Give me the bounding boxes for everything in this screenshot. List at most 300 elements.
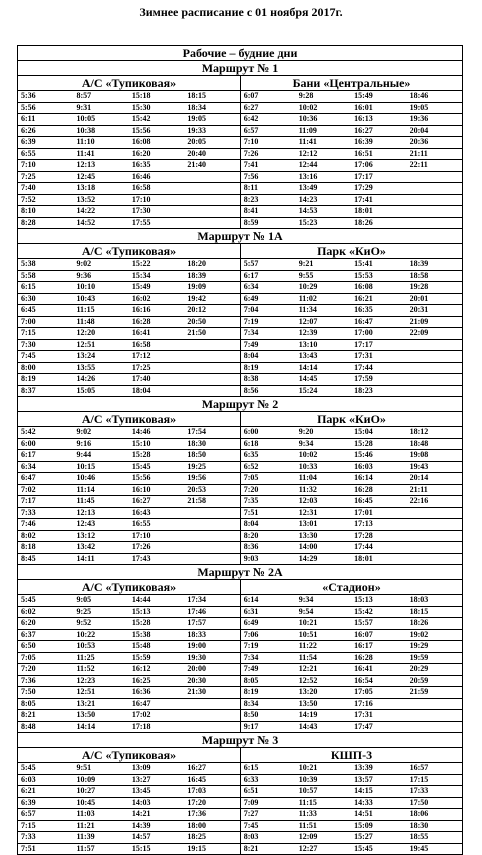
departure-right-cell: 12:03 [296,496,351,507]
departure-right-cell: 6:07 [240,91,296,102]
departure-right-cell: 14:23 [296,195,351,206]
time-row [17,462,463,474]
departure-right-cell [407,351,462,362]
departure-left-cell: 17:43 [129,554,184,565]
departure-left-cell: 6:11 [18,114,73,125]
departure-right-cell: 9:17 [240,722,296,733]
departure-left-cell: 21:50 [184,328,239,339]
departure-left-cell: 15:10 [129,439,184,450]
left-stop-name: А/С «Тупиковая» [18,76,240,90]
departure-left-cell: 12:20 [73,328,128,339]
departure-left-cell: 9:05 [73,595,128,606]
departure-right-cell: 13:57 [351,775,406,786]
departure-right-cell: 15:53 [351,271,406,282]
departure-right-cell: 16:28 [351,485,406,496]
departure-right-cell: 19:45 [407,844,462,855]
time-row [17,351,463,363]
departure-right-cell: 20:36 [407,137,462,148]
departure-left-cell: 20:12 [184,305,239,316]
departure-right-cell: 17:06 [351,160,406,171]
time-row [17,374,463,386]
departure-left-cell: 10:27 [73,786,128,797]
route-name: Маршрут № 1А [18,229,462,243]
departure-right-cell: 18:48 [407,439,462,450]
departure-right-cell: 18:12 [407,427,462,438]
departure-right-cell: 14:15 [351,786,406,797]
departure-left-cell: 17:54 [184,427,239,438]
departure-right-cell: 6:35 [240,450,296,461]
departure-left-cell: 17:55 [129,218,184,229]
departure-right-cell: 7:51 [240,508,296,519]
departure-right-cell: 12:52 [296,676,351,687]
departure-right-cell: 15:04 [351,427,406,438]
stops-row [17,748,463,763]
departure-left-cell: 16:36 [129,687,184,698]
departure-right-cell: 12:09 [296,832,351,843]
departure-left-cell: 18:30 [184,439,239,450]
departure-left-cell: 18:33 [184,630,239,641]
route-header-row [17,565,463,580]
departure-left-cell: 18:15 [184,91,239,102]
right-stop-name: КШП-3 [240,748,462,762]
departure-right-cell: 9:34 [296,439,351,450]
departure-left-cell: 5:45 [18,763,73,774]
departure-right-cell: 17:17 [351,340,406,351]
departure-left-cell: 15:56 [129,473,184,484]
departure-right-cell: 16:28 [351,653,406,664]
departure-left-cell: 10:46 [73,473,128,484]
departure-left-cell: 6:57 [18,809,73,820]
departure-right-cell: 8:41 [240,206,296,217]
departure-right-cell: 19:36 [407,114,462,125]
departure-left-cell: 11:21 [73,821,128,832]
departure-left-cell: 11:39 [73,832,128,843]
departure-left-cell: 17:40 [129,374,184,385]
departure-right-cell: 14:00 [296,542,351,553]
departure-left-cell: 16:20 [129,149,184,160]
departure-left-cell: 13:27 [129,775,184,786]
departure-left-cell: 19:56 [184,473,239,484]
departure-right-cell: 8:50 [240,710,296,721]
departure-left-cell: 5:42 [18,427,73,438]
departure-left-cell: 15:30 [129,103,184,114]
departure-left-cell: 7:40 [18,183,73,194]
departure-right-cell: 7:27 [240,809,296,820]
departure-left-cell: 8:02 [18,531,73,542]
departure-right-cell: 15:41 [351,259,406,270]
departure-right-cell: 22:16 [407,496,462,507]
departure-left-cell: 9:52 [73,618,128,629]
time-row [17,554,463,566]
departure-left-cell: 6:15 [18,282,73,293]
departure-right-cell: 16:51 [351,149,406,160]
departure-right-cell: 7:45 [240,821,296,832]
time-row [17,439,463,451]
departure-left-cell: 14:39 [129,821,184,832]
departure-right-cell: 17:28 [351,531,406,542]
departure-right-cell: 9:03 [240,554,296,565]
departure-left-cell: 8:19 [18,374,73,385]
departure-left-cell: 14:21 [129,809,184,820]
departure-right-cell [407,699,462,710]
departure-left-cell: 10:53 [73,641,128,652]
departure-left-cell: 15:42 [129,114,184,125]
departure-right-cell: 11:41 [296,137,351,148]
departure-right-cell: 7:56 [240,172,296,183]
departure-left-cell: 16:27 [184,763,239,774]
departure-right-cell [407,710,462,721]
departure-right-cell: 8:56 [240,386,296,397]
time-row [17,317,463,329]
departure-left-cell: 15:05 [73,386,128,397]
stops-row [17,76,463,91]
departure-left-cell: 15:38 [129,630,184,641]
departure-right-cell [407,554,462,565]
departure-left-cell: 7:30 [18,340,73,351]
departure-left-cell: 15:45 [129,462,184,473]
departure-left-cell: 7:33 [18,832,73,843]
time-row [17,676,463,688]
departure-right-cell: 10:33 [296,462,351,473]
departure-left-cell: 10:45 [73,798,128,809]
departure-right-cell: 17:29 [351,183,406,194]
departure-right-cell: 12:31 [296,508,351,519]
departure-right-cell: 8:03 [240,832,296,843]
departure-left-cell: 18:39 [184,271,239,282]
departure-right-cell [407,206,462,217]
departure-left-cell: 19:00 [184,641,239,652]
departure-left-cell [184,710,239,721]
departure-left-cell: 18:04 [129,386,184,397]
departure-left-cell: 8:37 [18,386,73,397]
departure-left-cell [184,519,239,530]
departure-left-cell: 11:41 [73,149,128,160]
departure-right-cell: 8:38 [240,374,296,385]
departure-right-cell: 14:53 [296,206,351,217]
left-stop-name: А/С «Тупиковая» [18,244,240,258]
departure-right-cell: 16:08 [351,282,406,293]
departure-right-cell: 14:51 [351,809,406,820]
departure-right-cell: 21:59 [407,687,462,698]
departure-right-cell [407,508,462,519]
departure-left-cell: 10:43 [73,294,128,305]
departure-left-cell: 10:05 [73,114,128,125]
departure-left-cell: 16:02 [129,294,184,305]
departure-left-cell: 13:52 [73,195,128,206]
departure-right-cell: 18:03 [407,595,462,606]
time-row [17,710,463,722]
departure-right-cell: 18:46 [407,91,462,102]
departure-left-cell: 7:00 [18,317,73,328]
departure-left-cell: 5:45 [18,595,73,606]
time-row [17,763,463,775]
departure-right-cell: 16:45 [351,496,406,507]
departure-right-cell: 20:59 [407,676,462,687]
right-stop-name: Парк «КиО» [240,412,462,426]
departure-left-cell: 7:52 [18,195,73,206]
departure-right-cell: 7:06 [240,630,296,641]
departure-right-cell: 15:23 [296,218,351,229]
time-row [17,305,463,317]
departure-right-cell [407,195,462,206]
departure-left-cell: 18:34 [184,103,239,114]
departure-right-cell [407,183,462,194]
departure-left-cell: 14:57 [129,832,184,843]
route-block [17,229,463,397]
time-row [17,450,463,462]
time-row [17,519,463,531]
left-stop-name: А/С «Тупиковая» [18,748,240,762]
departure-left-cell: 12:51 [73,340,128,351]
departure-right-cell: 10:21 [296,618,351,629]
departure-right-cell [407,722,462,733]
departure-left-cell: 16:35 [129,160,184,171]
routes-container [17,61,463,855]
departure-left-cell: 8:18 [18,542,73,553]
departure-right-cell: 11:32 [296,485,351,496]
departure-right-cell: 16:47 [351,317,406,328]
departure-left-cell: 17:10 [129,531,184,542]
time-row [17,786,463,798]
departure-left-cell: 7:50 [18,687,73,698]
departure-right-cell: 18:06 [407,809,462,820]
departure-right-cell: 19:43 [407,462,462,473]
departure-right-cell [407,340,462,351]
departure-right-cell [407,374,462,385]
departure-left-cell: 15:48 [129,641,184,652]
departure-left-cell: 20:40 [184,149,239,160]
departure-left-cell: 10:10 [73,282,128,293]
departure-left-cell: 6:17 [18,450,73,461]
departure-left-cell: 11:48 [73,317,128,328]
departure-right-cell: 18:26 [407,618,462,629]
departure-right-cell: 8:04 [240,351,296,362]
departure-left-cell [184,206,239,217]
departure-left-cell: 9:02 [73,259,128,270]
departure-left-cell: 5:38 [18,259,73,270]
departure-left-cell: 6:34 [18,462,73,473]
departure-left-cell: 15:34 [129,271,184,282]
departure-left-cell [184,363,239,374]
departure-left-cell: 10:09 [73,775,128,786]
departure-right-cell: 6:49 [240,618,296,629]
departure-right-cell: 6:51 [240,786,296,797]
time-row [17,798,463,810]
departure-left-cell: 21:40 [184,160,239,171]
departure-left-cell [184,374,239,385]
departure-right-cell: 16:27 [351,126,406,137]
departure-right-cell: 16:07 [351,630,406,641]
departure-left-cell: 9:31 [73,103,128,114]
departure-left-cell: 15:59 [129,653,184,664]
left-stop-name: А/С «Тупиковая» [18,580,240,594]
departure-right-cell [407,172,462,183]
departure-left-cell: 10:38 [73,126,128,137]
departure-left-cell: 14:44 [129,595,184,606]
departure-left-cell: 16:55 [129,519,184,530]
departure-right-cell: 7:20 [240,485,296,496]
time-row [17,328,463,340]
departure-left-cell: 7:05 [18,653,73,664]
departure-left-cell: 16:25 [129,676,184,687]
departure-left-cell: 13:18 [73,183,128,194]
departure-left-cell: 17:12 [129,351,184,362]
departure-right-cell: 17:17 [351,172,406,183]
departure-right-cell: 17:13 [351,519,406,530]
departure-left-cell: 15:13 [129,607,184,618]
left-stop-name: А/С «Тупиковая» [18,412,240,426]
departure-left-cell: 16:46 [129,172,184,183]
departure-right-cell: 6:52 [240,462,296,473]
departure-left-cell: 6:55 [18,149,73,160]
departure-right-cell: 6:14 [240,595,296,606]
departure-right-cell: 10:29 [296,282,351,293]
departure-right-cell: 7:19 [240,641,296,652]
departure-right-cell: 16:41 [351,664,406,675]
departure-left-cell: 21:58 [184,496,239,507]
departure-left-cell: 8:10 [18,206,73,217]
departure-left-cell: 11:45 [73,496,128,507]
departure-left-cell: 11:10 [73,137,128,148]
departure-right-cell: 16:35 [351,305,406,316]
time-row [17,722,463,734]
time-row [17,485,463,497]
time-row [17,271,463,283]
departure-right-cell: 17:59 [351,374,406,385]
time-row [17,195,463,207]
departure-left-cell: 6:39 [18,798,73,809]
departure-left-cell: 19:33 [184,126,239,137]
departure-right-cell: 10:02 [296,103,351,114]
departure-left-cell [184,195,239,206]
departure-right-cell: 7:34 [240,328,296,339]
departure-left-cell: 6:20 [18,618,73,629]
departure-left-cell [184,172,239,183]
departure-left-cell: 18:25 [184,832,239,843]
departure-left-cell: 8:45 [18,554,73,565]
departure-left-cell: 20:30 [184,676,239,687]
departure-left-cell: 16:41 [129,328,184,339]
departure-left-cell [184,340,239,351]
departure-right-cell: 19:29 [407,641,462,652]
departure-left-cell: 8:00 [18,363,73,374]
time-row [17,653,463,665]
departure-left-cell: 11:03 [73,809,128,820]
departure-left-cell [184,554,239,565]
departure-right-cell: 17:31 [351,351,406,362]
departure-right-cell: 12:21 [296,664,351,675]
route-header-row [17,733,463,748]
departure-left-cell: 10:15 [73,462,128,473]
departure-left-cell: 16:27 [129,496,184,507]
departure-left-cell: 17:57 [184,618,239,629]
departure-right-cell: 6:33 [240,775,296,786]
departure-left-cell: 7:02 [18,485,73,496]
departure-right-cell: 17:05 [351,687,406,698]
departure-left-cell: 19:05 [184,114,239,125]
departure-left-cell: 19:09 [184,282,239,293]
departure-right-cell: 11:09 [296,126,351,137]
departure-right-cell: 13:20 [296,687,351,698]
departure-right-cell: 20:04 [407,126,462,137]
departure-left-cell: 8:28 [18,218,73,229]
departure-left-cell: 13:50 [73,710,128,721]
departure-right-cell: 22:11 [407,160,462,171]
departure-right-cell: 7:19 [240,317,296,328]
departure-right-cell: 5:57 [240,259,296,270]
departure-right-cell: 8:59 [240,218,296,229]
departure-left-cell: 13:09 [129,763,184,774]
departure-right-cell: 11:54 [296,653,351,664]
time-row [17,496,463,508]
departure-right-cell: 7:10 [240,137,296,148]
departure-right-cell: 6:00 [240,427,296,438]
departure-right-cell: 8:19 [240,687,296,698]
departure-right-cell: 20:29 [407,664,462,675]
departure-left-cell: 7:36 [18,676,73,687]
time-row [17,641,463,653]
departure-right-cell: 15:46 [351,450,406,461]
departure-left-cell: 11:52 [73,664,128,675]
departure-left-cell: 16:28 [129,317,184,328]
departure-left-cell: 15:22 [129,259,184,270]
departure-right-cell: 22:09 [407,328,462,339]
departure-right-cell: 7:04 [240,305,296,316]
departure-right-cell: 13:49 [296,183,351,194]
route-block [17,565,463,733]
route-name: Маршрут № 2 [18,397,462,411]
departure-left-cell [184,218,239,229]
departure-left-cell: 6:02 [18,607,73,618]
departure-left-cell: 12:13 [73,508,128,519]
departure-left-cell: 19:30 [184,653,239,664]
time-row [17,618,463,630]
departure-right-cell: 16:17 [351,641,406,652]
departure-left-cell: 6:50 [18,641,73,652]
departure-right-cell: 14:29 [296,554,351,565]
departure-right-cell: 16:39 [351,137,406,148]
departure-left-cell: 6:21 [18,786,73,797]
departure-right-cell: 17:44 [351,542,406,553]
departure-right-cell: 8:04 [240,519,296,530]
departure-left-cell: 17:36 [184,809,239,820]
schedule-table [17,45,463,855]
departure-left-cell: 5:56 [18,103,73,114]
route-block [17,61,463,229]
departure-right-cell: 14:45 [296,374,351,385]
departure-right-cell: 6:42 [240,114,296,125]
departure-left-cell: 17:26 [129,542,184,553]
departure-left-cell: 19:42 [184,294,239,305]
departure-left-cell [184,699,239,710]
departure-right-cell: 20:01 [407,294,462,305]
departure-right-cell: 10:02 [296,450,351,461]
departure-right-cell: 18:58 [407,271,462,282]
departure-left-cell: 7:15 [18,821,73,832]
departure-right-cell: 11:34 [296,305,351,316]
departure-left-cell: 18:20 [184,259,239,270]
departure-left-cell: 14:14 [73,722,128,733]
departure-left-cell: 6:45 [18,305,73,316]
departure-left-cell: 13:24 [73,351,128,362]
departure-right-cell: 12:07 [296,317,351,328]
departure-right-cell: 19:28 [407,282,462,293]
time-row [17,473,463,485]
time-row [17,160,463,172]
departure-left-cell: 7:25 [18,172,73,183]
departure-left-cell: 17:25 [129,363,184,374]
departure-right-cell: 15:57 [351,618,406,629]
